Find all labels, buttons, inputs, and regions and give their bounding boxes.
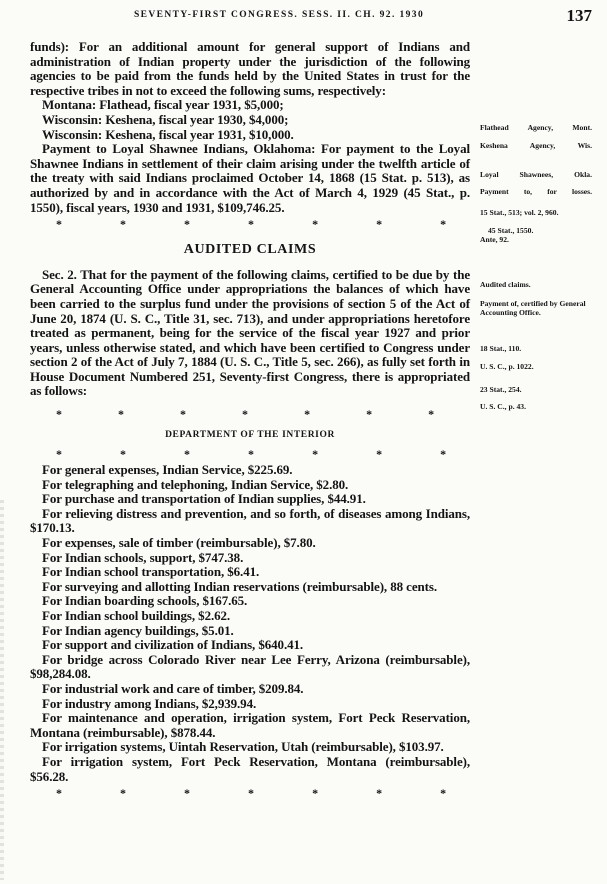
section-break-stars: * * * * * * * <box>56 407 434 422</box>
margin-note-payment-of: Payment of, certified by General Accounting Office. <box>480 299 586 317</box>
margin-note-usc-1022: U. S. C., p. 1022. <box>480 362 534 371</box>
margin-note-stat-1550: 45 Stat., 1550. <box>488 226 534 235</box>
claim-item: For industrial work and care of timber, $209.84. <box>42 680 304 696</box>
claim-item: For telegraphing and telephoning, Indian Service, $2.80. <box>42 476 349 492</box>
margin-note-ante: Ante, 92. <box>480 235 509 244</box>
paragraph-shawnee: Payment to Loyal Shawnee Indians, Oklahoma: For payment to the Loyal Shawnee Indians in settlement of their claim arising under the twelfth article of the treaty with said Indians proclaimed October 14, 1868 (15 Stat. p. 513), as authorized by and in accordance with the Act of March 4, 1929 (45 Stat., p. 1550), fiscal years, 1930 and 1931, $109,746.25. <box>30 141 470 215</box>
claim-item: For Indian school buildings, $2.62. <box>42 608 231 623</box>
claim-item: For surveying and allotting Indian reservations (reimbursable), 88 cents. <box>42 578 437 594</box>
item-wisconsin-1930: Wisconsin: Keshena, fiscal year 1930, $4,000; <box>42 111 289 127</box>
claim-item: For irrigation system, Fort Peck Reservation, Montana (reimbursable), $56.28. <box>30 753 470 784</box>
page-header <box>30 6 592 30</box>
claim-item: For Indian agency buildings, $5.01. <box>42 622 234 638</box>
margin-note-payment: Payment to, for losses. <box>480 187 592 196</box>
paragraph-funds: funds): For an additional amount for general support of Indians and administration of Indian property under the jurisdiction of the following agencies to be paid from the funds held by the United States in trust for the respective tribes in not to exceed the following sums, respectively: <box>30 39 470 98</box>
margin-note-flathead: Flathead Agency, Mont. <box>480 123 592 132</box>
page-number: 137 <box>566 6 592 25</box>
claim-item: For bridge across Colorado River near Lee Ferry, Arizona (reimbursable), $98,284.08. <box>30 651 470 682</box>
claim-item: For relieving distress and prevention, and so forth, of diseases among Indians, $170.13. <box>30 505 470 536</box>
page-edge-shadow <box>0 500 4 880</box>
claim-item: For Indian school transportation, $6.41. <box>42 564 260 580</box>
section-break-stars: * * * * * * * <box>56 786 446 801</box>
margin-note-keshena: Keshena Agency, Wis. <box>480 141 592 150</box>
main-text <box>30 40 470 802</box>
claim-item: For Indian schools, support, $747.38. <box>42 549 244 565</box>
section-break-stars: * * * * * * * <box>56 217 446 232</box>
section-heading: AUDITED CLAIMS <box>183 242 317 258</box>
margin-note-shawnees: Loyal Shawnees, Okla. <box>480 170 592 179</box>
margin-note-stat-110: 18 Stat., 110. <box>480 344 522 353</box>
item-montana: Montana: Flathead, fiscal year 1931, $5,000; <box>42 97 284 113</box>
claim-item: For general expenses, Indian Service, $225.69. <box>42 462 293 478</box>
margin-note-stat-254: 23 Stat., 254. <box>480 385 522 394</box>
claim-item: For maintenance and operation, irrigation system, Fort Peck Reservation, Montana (reimbursable), $878.44. <box>30 710 470 740</box>
item-wisconsin-1931: Wisconsin: Keshena, fiscal year 1931, $10,000. <box>42 126 294 142</box>
running-title: SEVENTY-FIRST CONGRESS. SESS. II. CH. 92. 1930 <box>134 10 425 20</box>
claim-item: For purchase and transportation of Indian supplies, $44.91. <box>42 491 366 507</box>
department-heading: DEPARTMENT OF THE INTERIOR <box>165 430 335 441</box>
paragraph-section-2: Sec. 2. That for the payment of the following claims, certified to be due by the General Accounting Office under appropriations the balances of which have been carried to the surplus fund under the provisions of section 5 of the Act of June 20, 1874 (U. S. C., Title 31, sec. 713), and under appropriations heretofore treated as permanent, being for the service of the fiscal year 1927 and prior years, unless otherwise stated, and which have been certified to Congress under section 2 of the Act of July 7, 1884 (U. S. C., Title 5, sec. 266), as fully set forth in House Document Numbered 251, Seventy-first Congress, there is appropriated as follows: <box>30 266 470 399</box>
claim-item: For Indian boarding schools, $167.65. <box>42 593 248 609</box>
section-break-stars: * * * * * * * <box>56 447 446 462</box>
claim-item: For expenses, sale of timber (reimbursable), $7.80. <box>42 535 316 551</box>
margin-note-usc-43: U. S. C., p. 43. <box>480 402 526 411</box>
margin-note-stat-513: 15 Stat., 513; vol. 2, 960. <box>480 208 559 217</box>
claim-item: For support and civilization of Indians, $640.41. <box>42 637 304 653</box>
margin-note-audited-claims: Audited claims. <box>480 280 531 289</box>
claim-item: For industry among Indians, $2,939.94. <box>42 695 257 711</box>
claim-item: For irrigation systems, Uintah Reservation, Utah (reimbursable), $103.97. <box>42 739 444 755</box>
